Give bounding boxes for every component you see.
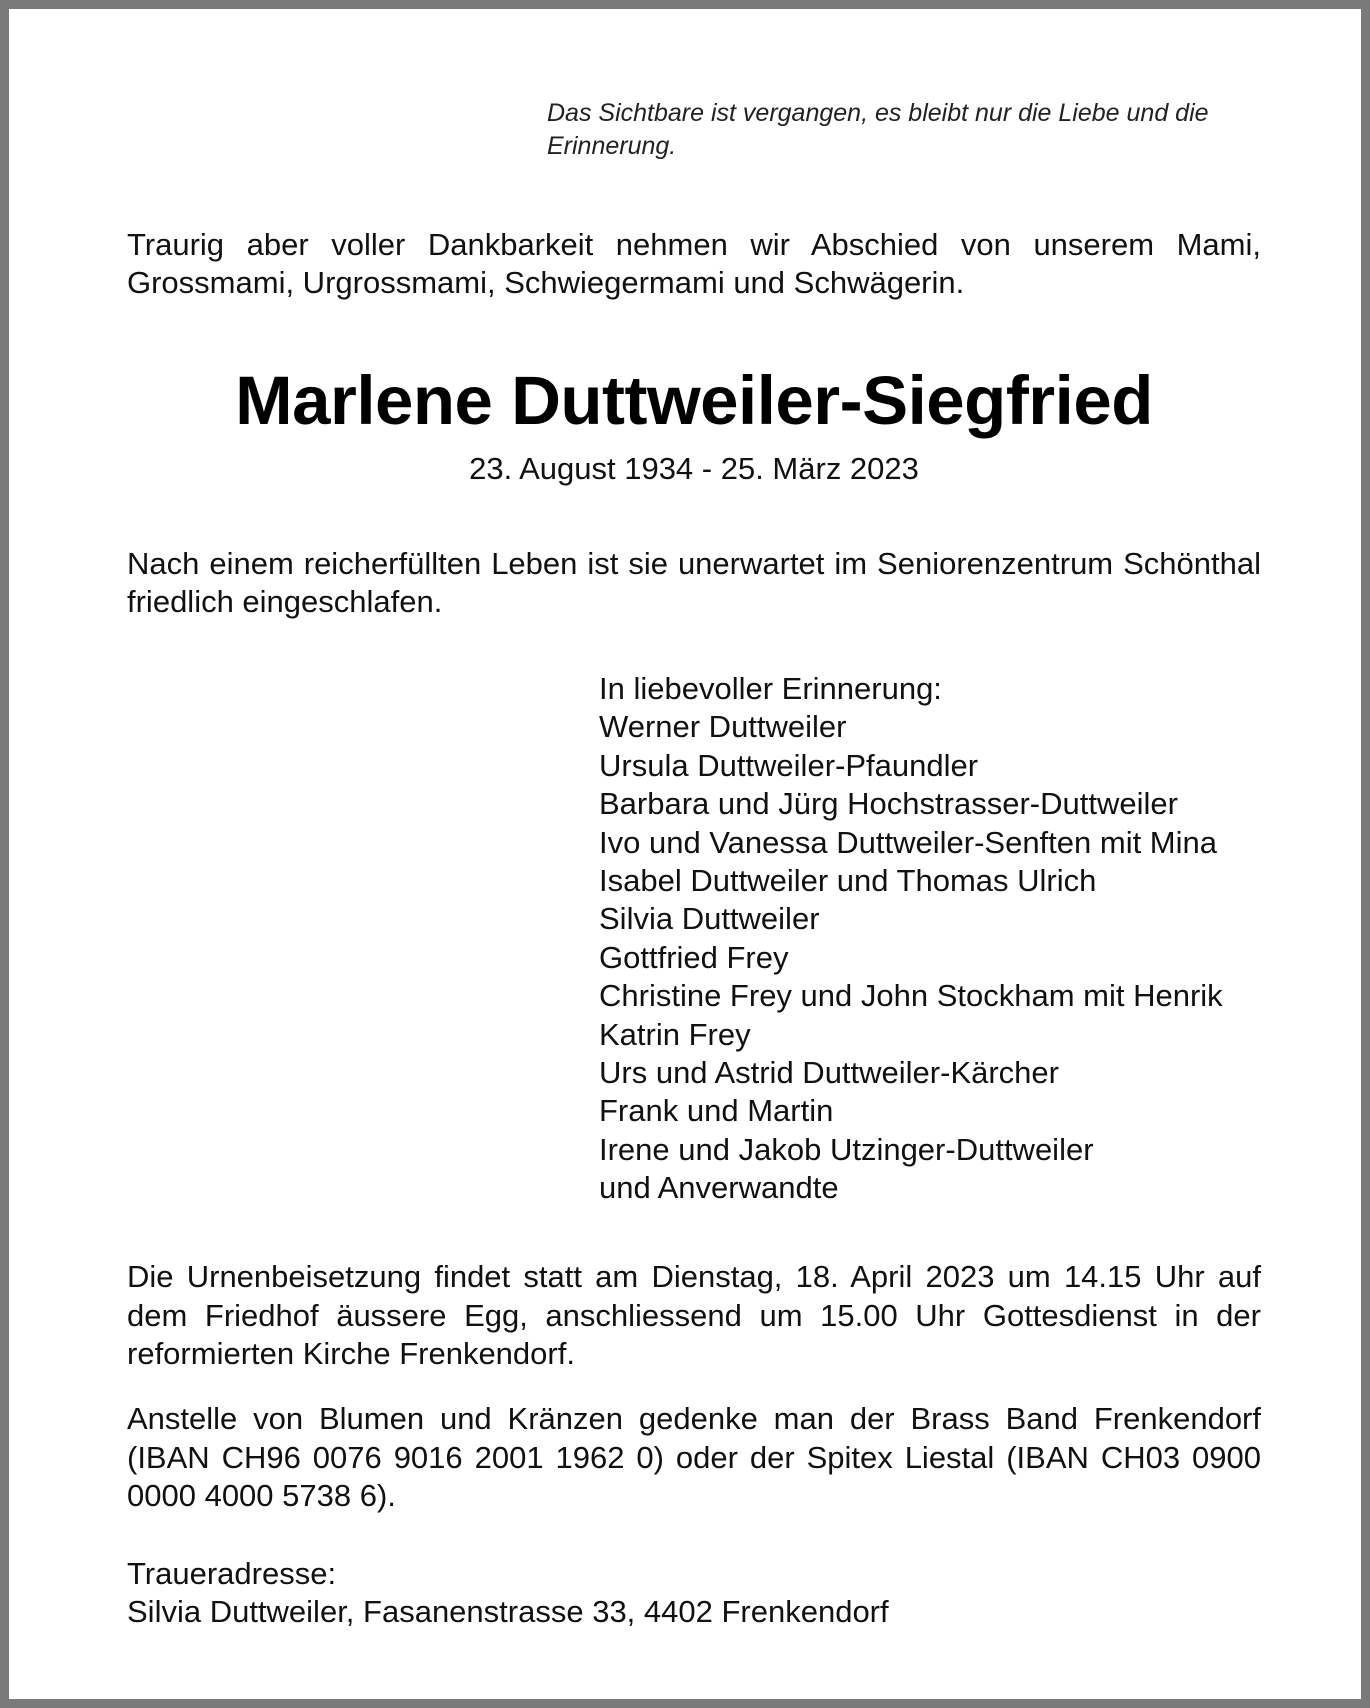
- funeral-details: Die Urnenbeisetzung findet statt am Dienstag, 18. April 2023 um 14.15 Uhr auf dem Friedhof äussere Egg, anschliessend um 15.00 Uhr Gottesdienst in der reformierten Kirche Frenkendorf.: [127, 1259, 1261, 1371]
- motto-quote: Das Sichtbare ist vergangen, es bleibt nur die Liebe und die Erinnerung.: [547, 99, 1209, 160]
- mourner-name: und Anverwandte: [599, 1170, 839, 1206]
- mourners-heading: In liebevoller Erinnerung:: [599, 671, 942, 706]
- address-label: Traueradresse:: [127, 1556, 337, 1591]
- deceased-name: Marlene Duttweiler-Siegfried: [235, 362, 1153, 439]
- mourner-name: Gottfried Frey: [599, 939, 789, 975]
- mourner-name: Barbara und Jürg Hochstrasser-Duttweiler: [599, 786, 1178, 822]
- mourner-name: Ivo und Vanessa Duttweiler-Senften mit Mina: [599, 824, 1218, 860]
- mourner-name: Ursula Duttweiler-Pfaundler: [599, 747, 979, 783]
- donations-text: Anstelle von Blumen und Kränzen gedenke man der Brass Band Frenkendorf (IBAN CH96 0076 9016 2001 1962 0) oder der Spitex Liestal (IBAN CH03 0900 0000 4000 5738 6).: [127, 1401, 1261, 1513]
- mourner-name: Christine Frey und John Stockham mit Henrik: [599, 978, 1223, 1014]
- mourner-name: Urs und Astrid Duttweiler-Kärcher: [599, 1055, 1059, 1091]
- mourner-name: Silvia Duttweiler: [599, 901, 820, 937]
- mourner-name: Frank und Martin: [599, 1093, 834, 1129]
- address-value: Silvia Duttweiler, Fasanenstrasse 33, 4402 Frenkendorf: [127, 1594, 889, 1629]
- intro-text: Traurig aber voller Dankbarkeit nehmen wir Abschied von unserem Mami, Grossmami, Urgrossmami, Schwiegermami und Schwägerin.: [127, 227, 1261, 300]
- mourner-name: Katrin Frey: [599, 1016, 751, 1052]
- mourning-address: [127, 1555, 1261, 1631]
- passing-text: Nach einem reicherfüllten Leben ist sie unerwartet im Seniorenzentrum Schönthal friedlich eingeschlafen.: [127, 546, 1261, 619]
- mourners-list: [599, 670, 1279, 1208]
- mourner-name: Werner Duttweiler: [599, 709, 847, 745]
- life-dates: 23. August 1934 - 25. März 2023: [469, 451, 919, 486]
- mourner-name: Isabel Duttweiler und Thomas Ulrich: [599, 863, 1097, 899]
- mourner-name: Irene und Jakob Utzinger-Duttweiler: [599, 1131, 1094, 1167]
